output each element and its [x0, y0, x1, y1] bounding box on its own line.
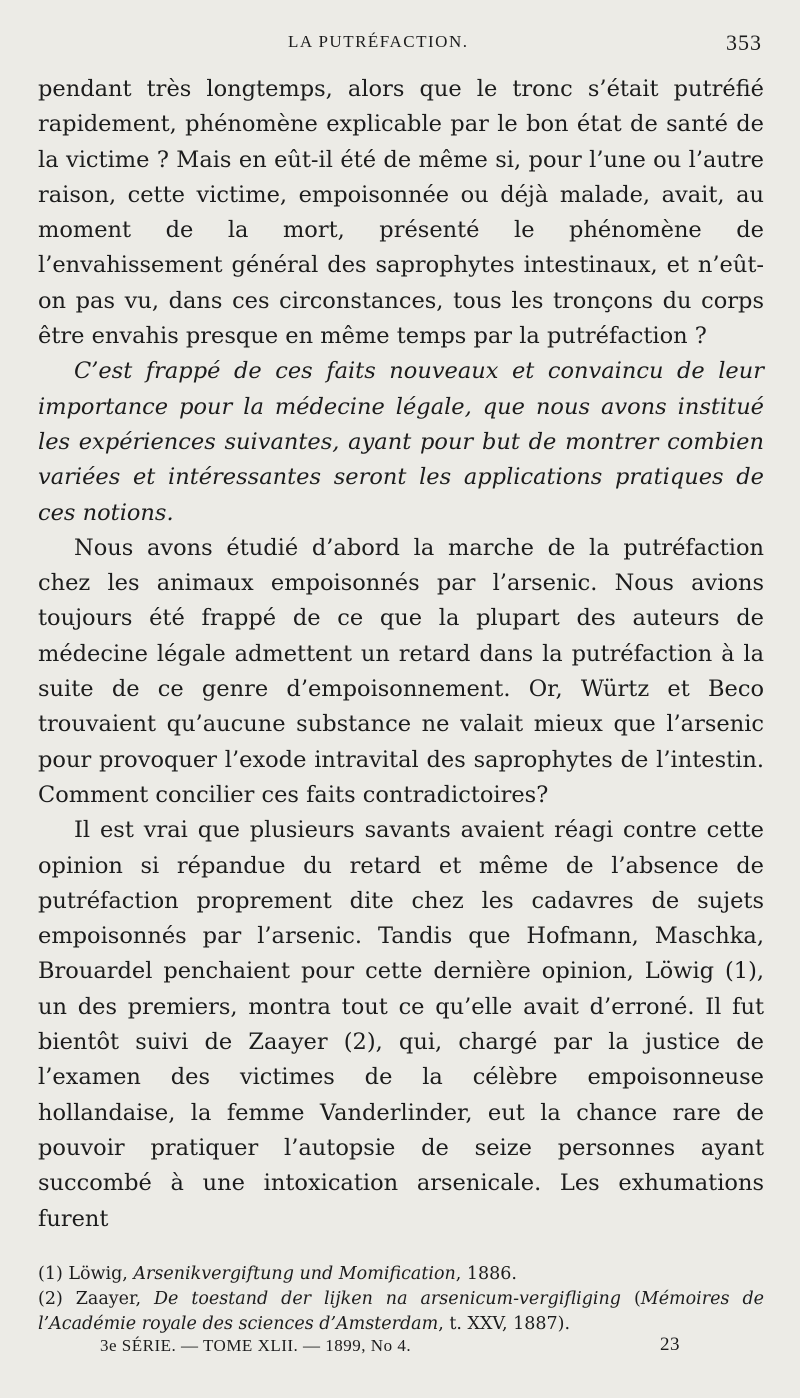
footnote-2-date: , t. XXV, 1887).	[438, 1314, 571, 1334]
paragraph-3: Nous avons étudié d’abord la marche de la putréfaction chez les animaux empoisonnés par l’arsenic. Nous avions toujours été frappé de ce que la plupart des auteurs de médecine légale admettent un retard dans la putréfaction à la suite de ce genre d’empoisonnement. Or, Würtz et Beco trouvaient qu’aucune substance ne valait mieux que l’arsenic pour provoquer l’exode intravital des saprophytes de l’intestin. Comment concilier ces faits contradictoires?	[38, 534, 764, 808]
body-text	[38, 72, 764, 1237]
paragraph-4: Il est vrai que plusieurs savants avaient réagi contre cette opinion si répandue du retard et même de l’absence de putréfaction proprement dite chez les cadavres de sujets empoisonnés par l’arsenic. Tandis que Hofmann, Maschka, Brouardel penchaient pour cette dernière opinion, Löwig (1), un des premiers, montra tout ce qu’elle avait d’erroné. Il fut bientôt suivi de Zaayer (2), qui, chargé par la justice de l’examen des victimes de la célèbre empoisonneuse hollandaise, la femme Vanderlinder, eut la chance rare de pouvoir pratiquer l’autopsie de seize personnes ayant succombé à une intoxication arsenicale. Les exhumations furent	[38, 817, 764, 1232]
footnote-1-author: (1) Löwig,	[38, 1264, 134, 1284]
footnote-2-paren: (	[621, 1289, 641, 1309]
footnote-2-series: Mémoires de l’Académie royale des sciences d’Amsterdam	[38, 1289, 764, 1334]
page-number: 353	[726, 30, 762, 55]
paragraph-2: C’est frappé de ces faits nouveaux et convaincu de leur importance pour la médecine légale, que nous avons institué les expériences suivantes, ayant pour but de montrer combien variées et intéressantes seront les applications pratiques de ces notions.	[38, 358, 764, 526]
running-header	[36, 32, 764, 62]
signature-mark: 23	[660, 1334, 680, 1355]
series-line: 3e SÉRIE. — TOME XLII. — 1899, No 4.	[100, 1336, 412, 1355]
running-title: LA PUTRÉFACTION.	[288, 32, 469, 51]
footnotes	[38, 1262, 764, 1337]
printer-footer	[100, 1336, 680, 1356]
footnote-2	[38, 1287, 764, 1337]
footnote-2-title: De toestand der lijken na arsenicum-vergifliging	[153, 1289, 621, 1309]
footnote-1-title: Arsenikvergiftung und Momification	[133, 1264, 456, 1284]
paragraph-1: pendant très longtemps, alors que le tronc s’était putréfié rapidement, phénomène explicable par le bon état de santé de la victime ? Mais en eût-il été de même si, pour l’une ou l’autre raison, cette victime, empoisonnée ou déjà malade, avait, au moment de la mort, présenté le phénomène de l’envahissement général des saprophytes intestinaux, et n’eût-on pas vu, dans ces circonstances, tous les tronçons du corps être envahis presque en même temps par la putréfaction ?	[38, 76, 764, 350]
footnote-1-date: , 1886.	[455, 1264, 517, 1284]
footnote-2-author: (2) Zaayer,	[38, 1289, 154, 1309]
footnote-1	[38, 1262, 764, 1287]
